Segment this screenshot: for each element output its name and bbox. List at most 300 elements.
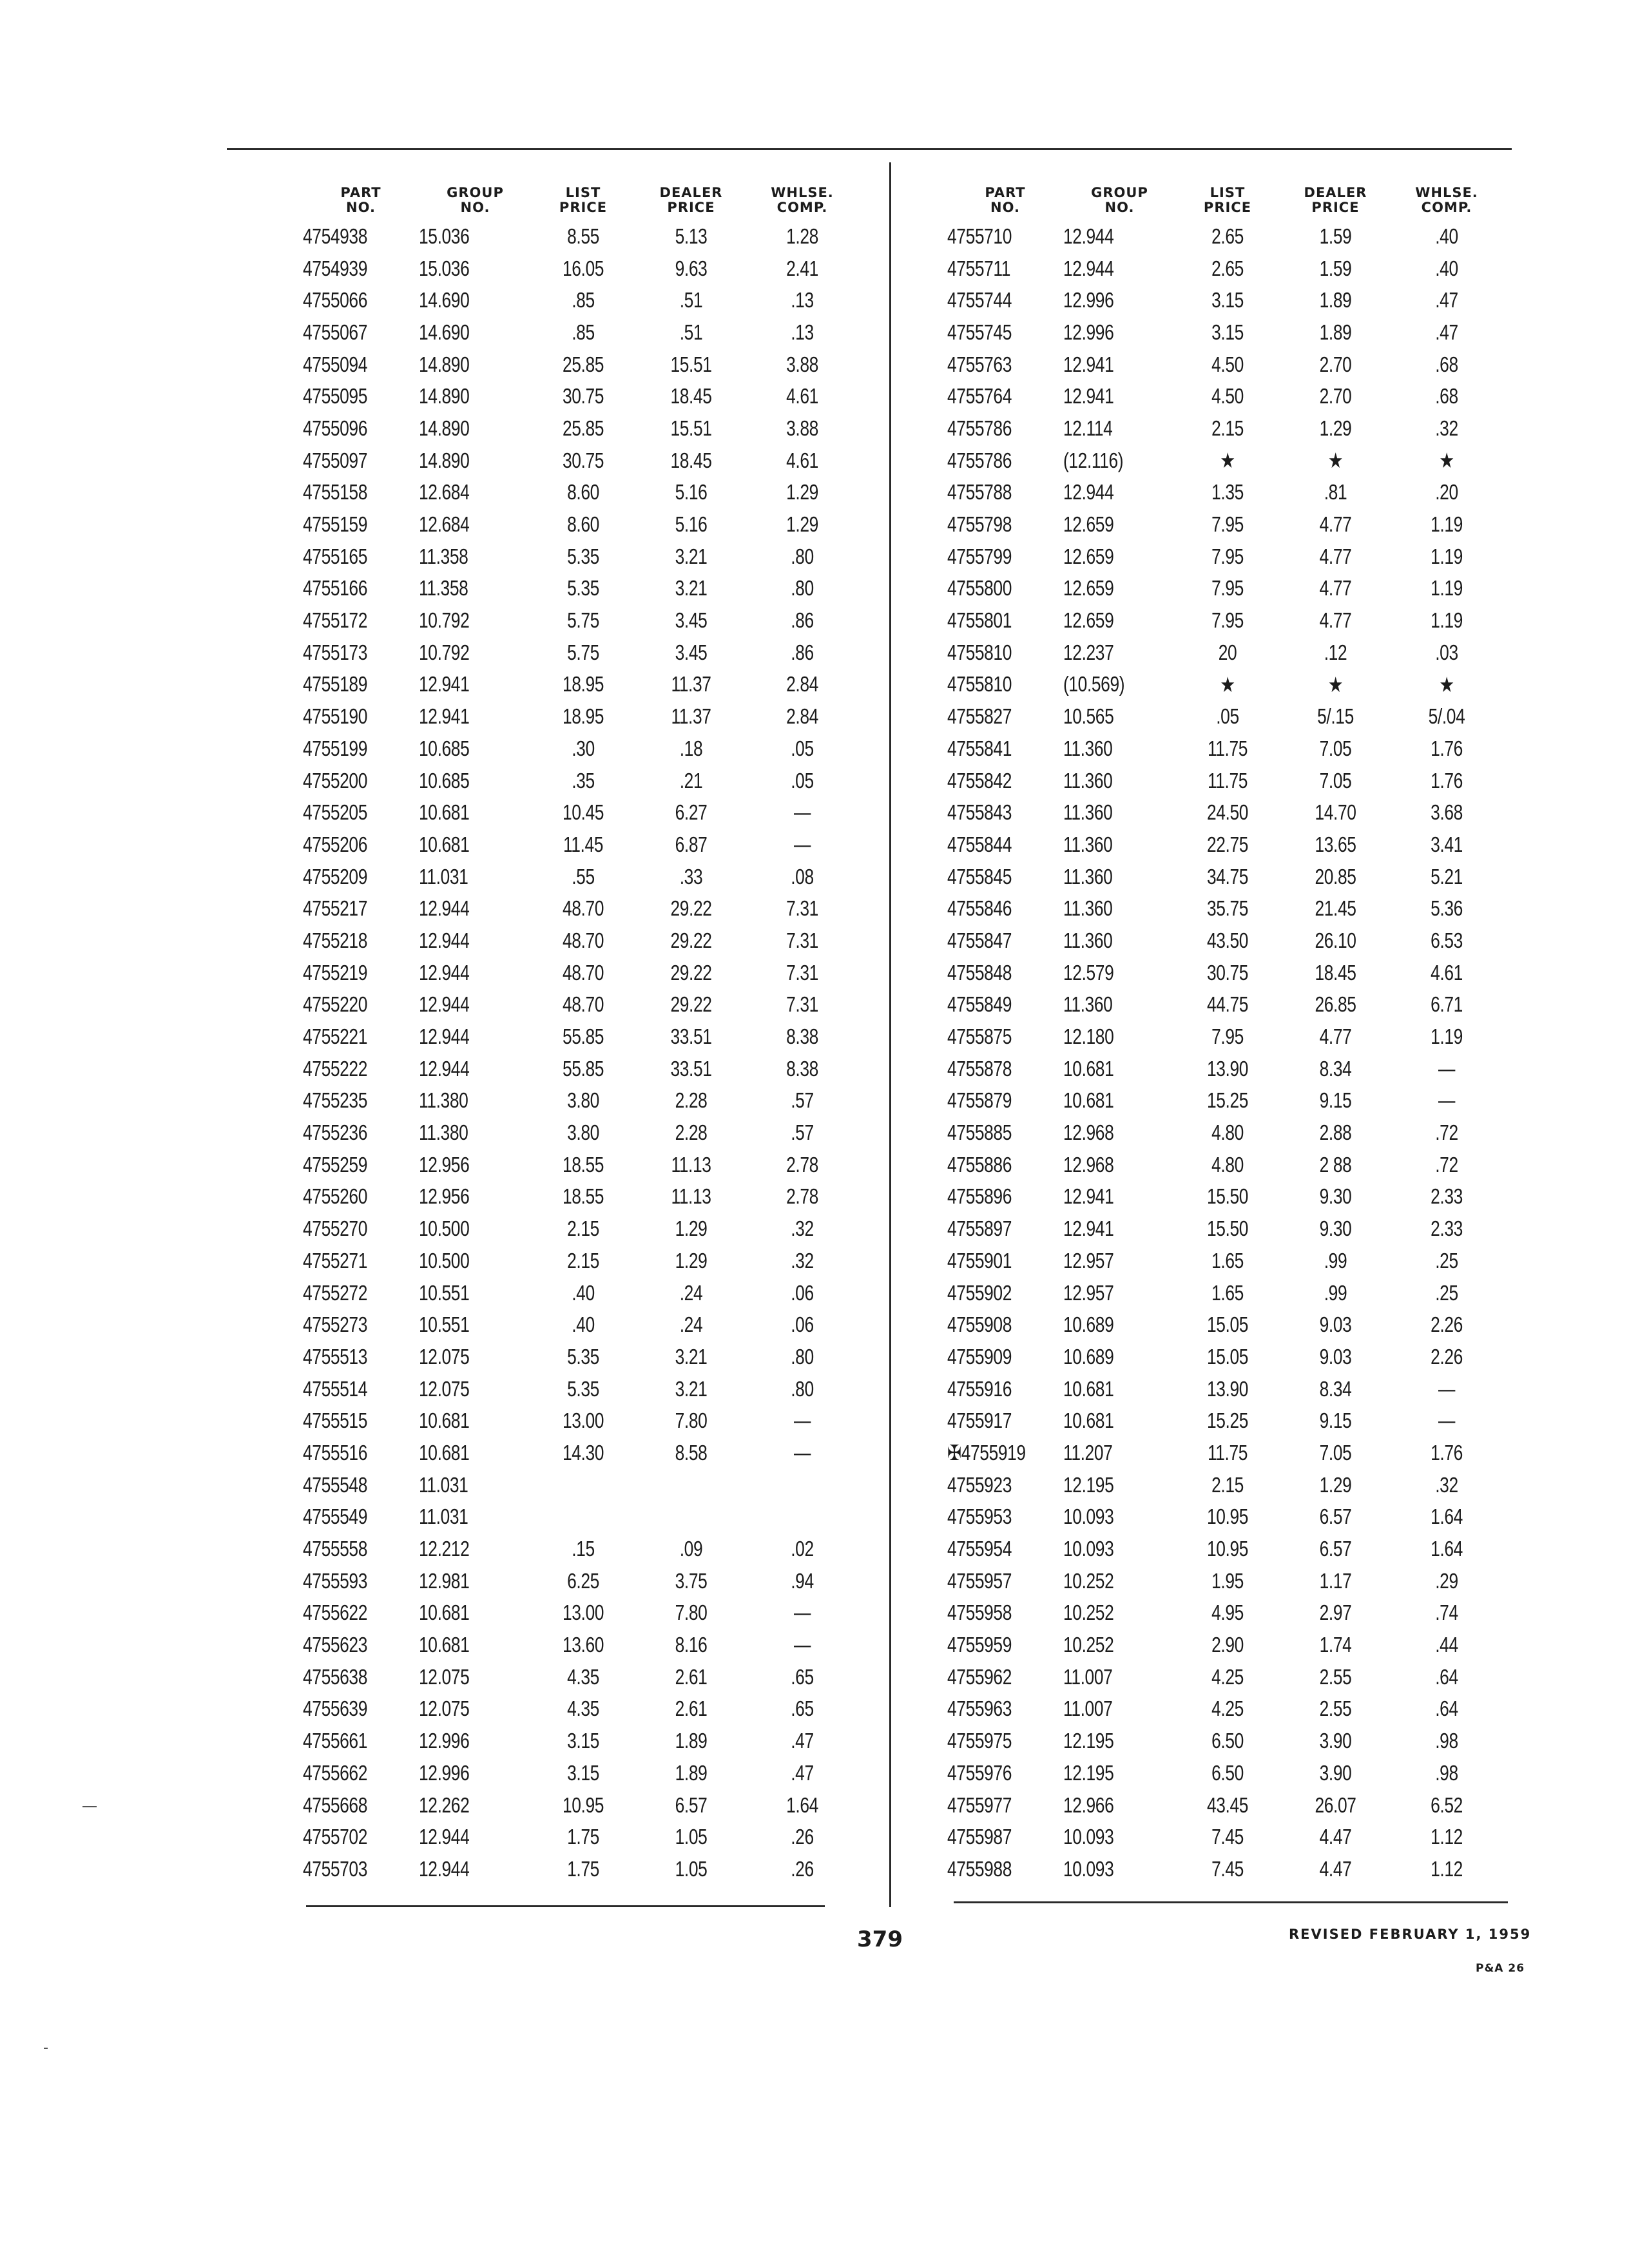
table-row [303, 541, 857, 573]
part-no-cell: 4755962 [947, 1664, 1012, 1689]
whlse-comp-cell: 5.21 [1431, 864, 1463, 889]
dealer-price-cell: 26.10 [1315, 928, 1356, 952]
group-no-cell: 10.689 [1063, 1312, 1114, 1337]
dealer-price-cell: 2.28 [675, 1088, 708, 1113]
bottom-rule-right [954, 1901, 1508, 1903]
dealer-price-cell: 7.05 [1319, 768, 1352, 793]
whlse-comp-cell: 1.12 [1431, 1856, 1463, 1881]
whlse-comp-cell: .20 [1435, 480, 1458, 505]
table-row [947, 1693, 1501, 1725]
list-price-cell: 2.65 [1211, 224, 1244, 248]
part-no-cell: 4755703 [303, 1856, 367, 1881]
list-price-cell: 7.95 [1211, 544, 1244, 568]
table-row [947, 892, 1501, 925]
list-price-cell: 1.65 [1211, 1280, 1244, 1305]
list-price-cell: 10.45 [562, 800, 604, 825]
part-no-cell: 4755668 [303, 1792, 367, 1817]
table-row [303, 412, 857, 445]
part-no-cell: 4755235 [303, 1088, 367, 1113]
list-price-cell: 15.50 [1206, 1184, 1249, 1209]
dealer-price-cell: 7.05 [1319, 1440, 1352, 1465]
part-no-cell: 4755810 [947, 672, 1012, 697]
dealer-price-cell: .81 [1324, 480, 1347, 505]
table-row [303, 604, 857, 637]
dealer-price-cell: 1.17 [1319, 1568, 1352, 1593]
group-no-cell: 12.956 [419, 1152, 470, 1177]
part-no-cell: 4755896 [947, 1184, 1012, 1209]
dealer-price-cell: 26.07 [1315, 1792, 1356, 1817]
part-no-cell: ✠4755919 [947, 1441, 1026, 1465]
table-row [947, 1661, 1501, 1693]
part-no-cell: 4755786 [947, 416, 1012, 440]
part-no-cell: 4755166 [303, 576, 367, 601]
part-no-cell: 4755662 [303, 1760, 367, 1785]
dealer-price-cell: 2.55 [1319, 1696, 1352, 1721]
group-no-cell: 11.360 [1063, 992, 1113, 1017]
group-no-cell: 12.944 [1063, 224, 1114, 248]
list-price-cell: 8.60 [567, 512, 599, 537]
whlse-comp-cell: — [794, 1440, 811, 1465]
dealer-price-cell: 3.45 [675, 640, 708, 664]
list-price-cell: 15.05 [1206, 1344, 1249, 1369]
whlse-comp-cell: 4.61 [786, 384, 818, 408]
table-row [303, 1309, 857, 1341]
part-no-cell: 4755908 [947, 1312, 1012, 1337]
group-no-cell: 12.996 [419, 1760, 470, 1785]
table-row [303, 573, 857, 605]
whlse-comp-cell: 1.64 [1431, 1504, 1463, 1529]
list-price-cell: 4.95 [1211, 1600, 1244, 1625]
table-row [947, 1405, 1501, 1437]
list-price-cell: 16.05 [562, 256, 604, 280]
part-no-cell: 4754938 [303, 224, 367, 248]
table-row [303, 1117, 857, 1149]
part-no-cell: 4755901 [947, 1248, 1012, 1273]
group-no-cell: 12.941 [1063, 352, 1114, 376]
dealer-price-cell: 9.15 [1319, 1408, 1352, 1433]
table-row [303, 829, 857, 861]
table-row [947, 508, 1501, 541]
part-no-cell: 4755847 [947, 928, 1012, 952]
list-price-cell: 6.25 [567, 1568, 599, 1593]
part-no-cell: 4755842 [947, 768, 1012, 793]
part-no-cell: 4755909 [947, 1344, 1012, 1369]
dealer-price-cell: 3.45 [675, 608, 708, 633]
whlse-comp-cell: 1.19 [1431, 512, 1463, 537]
part-no-cell: 4755977 [947, 1792, 1012, 1817]
dealer-price-cell: 11.13 [671, 1184, 711, 1209]
part-no-cell: 4755879 [947, 1088, 1012, 1113]
whlse-comp-cell: 2.84 [786, 672, 818, 697]
header-group-no: GROUP NO. [447, 185, 504, 215]
part-no-cell: 4755975 [947, 1729, 1012, 1753]
part-no-cell: 4755236 [303, 1120, 367, 1145]
group-no-cell: 11.358 [419, 544, 468, 568]
list-price-cell: 3.15 [1211, 320, 1244, 344]
list-price-cell: 15.50 [1206, 1216, 1249, 1241]
list-price-cell: 3.15 [567, 1760, 599, 1785]
dealer-price-cell: 4.47 [1319, 1825, 1352, 1849]
table-row [947, 829, 1501, 861]
group-no-cell: 12.195 [1063, 1472, 1114, 1497]
part-no-cell: 4755217 [303, 896, 367, 921]
dealer-price-cell: 3.21 [675, 1376, 708, 1401]
whlse-comp-cell: — [794, 1633, 811, 1657]
header-list-price: LIST PRICE [1203, 185, 1252, 215]
group-no-cell: 12.075 [419, 1344, 470, 1369]
list-price-cell: 5.35 [567, 1376, 599, 1401]
left-price-table [303, 174, 857, 1885]
part-no-cell: 4755158 [303, 480, 367, 505]
group-no-cell: 11.007 [1063, 1664, 1113, 1689]
list-price-cell: 43.45 [1206, 1792, 1249, 1817]
table-row [947, 796, 1501, 829]
table-row [947, 1469, 1501, 1501]
whlse-comp-cell: .47 [1435, 288, 1458, 312]
whlse-comp-cell: .57 [791, 1088, 814, 1113]
whlse-comp-cell: .80 [791, 1376, 814, 1401]
dealer-price-cell: 8.16 [675, 1633, 708, 1657]
table-row [303, 445, 857, 477]
whlse-comp-cell: .05 [791, 768, 814, 793]
group-no-cell: 12.075 [419, 1664, 470, 1689]
table-row [947, 1853, 1501, 1885]
group-no-cell: 10.681 [1063, 1408, 1114, 1433]
dealer-price-cell: 1.89 [1319, 320, 1352, 344]
part-no-cell: 4755172 [303, 608, 367, 633]
part-no-cell: 4755959 [947, 1633, 1012, 1657]
part-no-cell: 4755846 [947, 896, 1012, 921]
part-no-cell: 4755159 [303, 512, 367, 537]
table-row [303, 1853, 857, 1885]
whlse-comp-cell: — [794, 800, 811, 825]
whlse-comp-cell: .06 [791, 1280, 814, 1305]
dealer-price-cell: 6.87 [675, 832, 708, 856]
dealer-price-cell: 4.77 [1319, 1024, 1352, 1049]
group-no-cell: 12.659 [1063, 544, 1114, 568]
section-code: P&A 26 [1476, 1962, 1525, 1975]
table-row [947, 765, 1501, 797]
whlse-comp-cell: 2.78 [786, 1152, 818, 1177]
top-rule [227, 148, 1512, 150]
table-row [947, 284, 1501, 316]
part-no-cell: 4755220 [303, 992, 367, 1017]
whlse-comp-cell: .80 [791, 1344, 814, 1369]
whlse-comp-cell: .80 [791, 576, 814, 601]
list-price-cell: .40 [572, 1312, 595, 1337]
part-no-cell: 4755827 [947, 704, 1012, 729]
whlse-comp-cell: — [1438, 1408, 1455, 1433]
group-no-cell: 12.579 [1063, 960, 1114, 985]
header-list-price: LIST PRICE [559, 185, 608, 215]
list-price-cell: 18.95 [562, 672, 604, 697]
whlse-comp-cell: 7.31 [786, 896, 818, 921]
part-no-cell: 4755878 [947, 1056, 1012, 1081]
whlse-comp-cell: 2.33 [1431, 1184, 1463, 1209]
list-price-cell: 5.35 [567, 1344, 599, 1369]
part-no-cell: 4755764 [947, 384, 1012, 408]
whlse-comp-cell: — [1438, 1056, 1455, 1081]
dealer-price-cell: 3.90 [1319, 1729, 1352, 1753]
list-price-cell: 11.45 [563, 832, 604, 856]
dealer-price-cell: 11.37 [671, 672, 711, 697]
dealer-price-cell: 5.16 [675, 480, 708, 505]
group-no-cell: 10.681 [419, 1600, 470, 1625]
whlse-comp-cell: .86 [791, 608, 814, 633]
table-row [303, 380, 857, 412]
group-no-cell: 12.966 [1063, 1792, 1114, 1817]
whlse-comp-cell: .68 [1435, 352, 1458, 376]
dealer-price-cell: 21.45 [1315, 896, 1356, 921]
list-price-cell: 15.05 [1206, 1312, 1249, 1337]
list-price-cell: .05 [1216, 704, 1239, 729]
part-no-cell: 4755209 [303, 864, 367, 889]
part-no-cell: 4755844 [947, 832, 1012, 856]
group-no-cell: 12.957 [1063, 1280, 1114, 1305]
dealer-price-cell: 14.70 [1315, 800, 1356, 825]
part-no-cell: 4755218 [303, 928, 367, 952]
group-no-cell: 12.941 [1063, 1216, 1114, 1241]
list-price-cell: ★ [1220, 448, 1235, 473]
dealer-price-cell: .33 [679, 864, 703, 889]
whlse-comp-cell: .26 [791, 1825, 814, 1849]
dealer-price-cell: 2.55 [1319, 1664, 1352, 1689]
part-no-cell: 4755189 [303, 672, 367, 697]
group-no-cell: 12.944 [419, 928, 470, 952]
list-price-cell: 2.15 [567, 1248, 599, 1273]
table-row [947, 349, 1501, 381]
dealer-price-cell: 15.51 [670, 352, 712, 376]
group-no-cell: 12.659 [1063, 576, 1114, 601]
dealer-price-cell: 5.16 [675, 512, 708, 537]
table-row [303, 477, 857, 509]
table-row [947, 1597, 1501, 1629]
whlse-comp-cell: 6.71 [1431, 992, 1463, 1017]
part-no-cell: 4755788 [947, 480, 1012, 505]
group-no-cell: 12.944 [419, 896, 470, 921]
dealer-price-cell: .51 [679, 320, 703, 344]
table-row [303, 1341, 857, 1373]
table-row [947, 925, 1501, 957]
list-price-cell: 13.60 [562, 1633, 604, 1657]
group-no-cell: 11.360 [1063, 896, 1113, 921]
table-row [947, 1021, 1501, 1053]
part-no-cell: 4755205 [303, 800, 367, 825]
part-no-cell: 4755066 [303, 288, 367, 312]
whlse-comp-cell: 1.19 [1431, 1024, 1463, 1049]
table-row [947, 1821, 1501, 1853]
part-no-cell: 4755199 [303, 736, 367, 760]
part-no-cell: 4755763 [947, 352, 1012, 376]
group-no-cell: 12.944 [419, 1056, 470, 1081]
whlse-comp-cell: .68 [1435, 384, 1458, 408]
table-row [303, 220, 857, 253]
list-price-cell: 1.95 [1211, 1568, 1244, 1593]
whlse-comp-cell: .06 [791, 1312, 814, 1337]
header-whlse-comp: WHLSE. COMP. [1415, 185, 1478, 215]
whlse-comp-cell: .98 [1435, 1760, 1458, 1785]
list-price-cell: 10.95 [1206, 1504, 1249, 1529]
whlse-comp-cell: 1.29 [786, 512, 818, 537]
list-price-cell: 4.25 [1211, 1664, 1244, 1689]
table-row [947, 861, 1501, 893]
margin-mark [82, 1806, 97, 1807]
whlse-comp-cell: .29 [1435, 1568, 1458, 1593]
group-no-cell: 10.551 [419, 1280, 470, 1305]
table-row [303, 1661, 857, 1693]
whlse-comp-cell: .32 [1435, 1472, 1458, 1497]
group-no-cell: 12.968 [1063, 1120, 1114, 1145]
dealer-price-cell: 1.59 [1319, 224, 1352, 248]
list-price-cell: 7.95 [1211, 608, 1244, 633]
group-no-cell: 10.681 [419, 1408, 470, 1433]
whlse-comp-cell: 1.76 [1431, 768, 1463, 793]
dealer-price-cell: ★ [1327, 448, 1344, 473]
dealer-price-cell: 6.57 [675, 1792, 708, 1817]
table-row [947, 1789, 1501, 1821]
list-price-cell: 7.95 [1211, 1024, 1244, 1049]
list-price-cell: 18.55 [562, 1184, 604, 1209]
dealer-price-cell: .24 [679, 1312, 703, 1337]
dealer-price-cell: .51 [679, 288, 703, 312]
group-no-cell: 10.681 [419, 800, 470, 825]
dealer-price-cell: 3.21 [675, 1344, 708, 1369]
part-no-cell: 4755786 [947, 448, 1012, 472]
table-row [303, 253, 857, 285]
part-no-cell: 4755954 [947, 1537, 1012, 1561]
group-no-cell: 10.500 [419, 1248, 470, 1273]
whlse-comp-cell: — [794, 832, 811, 856]
table-row [303, 1757, 857, 1789]
whlse-comp-cell: 1.29 [786, 480, 818, 505]
part-no-cell: 4755988 [947, 1856, 1012, 1881]
table-row [303, 284, 857, 316]
dealer-price-cell: 1.74 [1319, 1633, 1352, 1657]
dealer-price-cell: 5.13 [675, 224, 708, 248]
dealer-price-cell: 8.58 [675, 1440, 708, 1465]
dealer-price-cell: 4.47 [1319, 1856, 1352, 1881]
list-price-cell: 18.55 [562, 1152, 604, 1177]
list-price-cell: 15.25 [1206, 1088, 1249, 1113]
dealer-price-cell: ★ [1327, 672, 1344, 697]
whlse-comp-cell: 3.88 [786, 416, 818, 440]
table-row [303, 1373, 857, 1405]
table-row [947, 573, 1501, 605]
group-no-cell: 11.360 [1063, 736, 1113, 760]
dealer-price-cell: 1.89 [1319, 288, 1352, 312]
group-no-cell: 12.944 [1063, 480, 1114, 505]
dealer-price-cell: 6.57 [1319, 1504, 1352, 1529]
whlse-comp-cell: ★ [1439, 448, 1454, 473]
part-no-cell: 4755661 [303, 1729, 367, 1753]
list-price-cell: 13.90 [1206, 1056, 1249, 1081]
table-row [947, 1213, 1501, 1245]
whlse-comp-cell: 4.61 [1431, 960, 1463, 985]
table-row [947, 1437, 1501, 1469]
dealer-price-cell: 1.29 [1319, 1472, 1352, 1497]
table-row [947, 1245, 1501, 1277]
list-price-cell: .30 [572, 736, 595, 760]
whlse-comp-cell: .74 [1435, 1600, 1458, 1625]
header-part-no: PART NO. [340, 185, 381, 215]
list-price-cell: 5.75 [567, 608, 599, 633]
list-price-cell: 15.25 [1206, 1408, 1249, 1433]
whlse-comp-cell: .08 [791, 864, 814, 889]
dealer-price-cell: 7.80 [675, 1408, 708, 1433]
part-no-cell: 4755173 [303, 640, 367, 664]
list-price-cell: 10.95 [562, 1792, 604, 1817]
dealer-price-cell: 15.51 [670, 416, 712, 440]
group-no-cell: 10.681 [419, 832, 470, 856]
part-no-cell: 4755848 [947, 960, 1012, 985]
table-row [947, 733, 1501, 765]
dealer-price-cell: .99 [1324, 1280, 1347, 1305]
table-row [303, 637, 857, 669]
part-no-cell: 4755270 [303, 1216, 367, 1241]
list-price-cell: 11.75 [1207, 768, 1248, 793]
list-price-cell: 34.75 [1206, 864, 1249, 889]
list-price-cell: 3.80 [567, 1120, 599, 1145]
group-no-cell: 10.792 [419, 608, 470, 633]
table-row [303, 765, 857, 797]
part-no-cell: 4755221 [303, 1024, 367, 1049]
list-price-cell: 7.95 [1211, 512, 1244, 537]
table-row [303, 1149, 857, 1181]
whlse-comp-cell: 2.26 [1431, 1312, 1463, 1337]
part-no-cell: 4755745 [947, 320, 1012, 344]
header-dealer-price: DEALER PRICE [659, 185, 723, 215]
list-price-cell: 44.75 [1206, 992, 1249, 1017]
whlse-comp-cell: 2.78 [786, 1184, 818, 1209]
whlse-comp-cell: .94 [791, 1568, 814, 1593]
dealer-price-cell: 8.34 [1319, 1056, 1352, 1081]
part-no-cell: 4755958 [947, 1600, 1012, 1625]
whlse-comp-cell: — [1438, 1088, 1455, 1113]
list-price-cell: 3.15 [567, 1729, 599, 1753]
whlse-comp-cell: 1.19 [1431, 544, 1463, 568]
list-price-cell: 5.35 [567, 576, 599, 601]
group-no-cell: 11.360 [1063, 768, 1113, 793]
dealer-price-cell: .99 [1324, 1248, 1347, 1273]
table-row [303, 1181, 857, 1213]
part-no-cell: 4755623 [303, 1633, 367, 1657]
whlse-comp-cell: .32 [791, 1216, 814, 1241]
list-price-cell: 35.75 [1206, 896, 1249, 921]
part-no-cell: 4755963 [947, 1696, 1012, 1721]
group-no-cell: 11.031 [419, 864, 468, 889]
dealer-price-cell: 3.21 [675, 576, 708, 601]
group-no-cell: 12.956 [419, 1184, 470, 1209]
whlse-comp-cell: 2.26 [1431, 1344, 1463, 1369]
table-row [303, 669, 857, 701]
list-price-cell: 25.85 [562, 352, 604, 376]
table-row [303, 892, 857, 925]
list-price-cell: 11.75 [1207, 1440, 1248, 1465]
table-row [303, 1565, 857, 1597]
dealer-price-cell: .24 [679, 1280, 703, 1305]
table-row [947, 1117, 1501, 1149]
group-no-cell: 12.075 [419, 1376, 470, 1401]
whlse-comp-cell: .03 [1435, 640, 1458, 664]
whlse-comp-cell: 1.12 [1431, 1825, 1463, 1849]
dealer-price-cell: 4.77 [1319, 544, 1352, 568]
dealer-price-cell: 26.85 [1315, 992, 1356, 1017]
whlse-comp-cell: .40 [1435, 256, 1458, 280]
header-dealer-price: DEALER PRICE [1304, 185, 1367, 215]
table-row [947, 1149, 1501, 1181]
table-row [303, 1213, 857, 1245]
group-no-cell: 10.681 [419, 1633, 470, 1657]
